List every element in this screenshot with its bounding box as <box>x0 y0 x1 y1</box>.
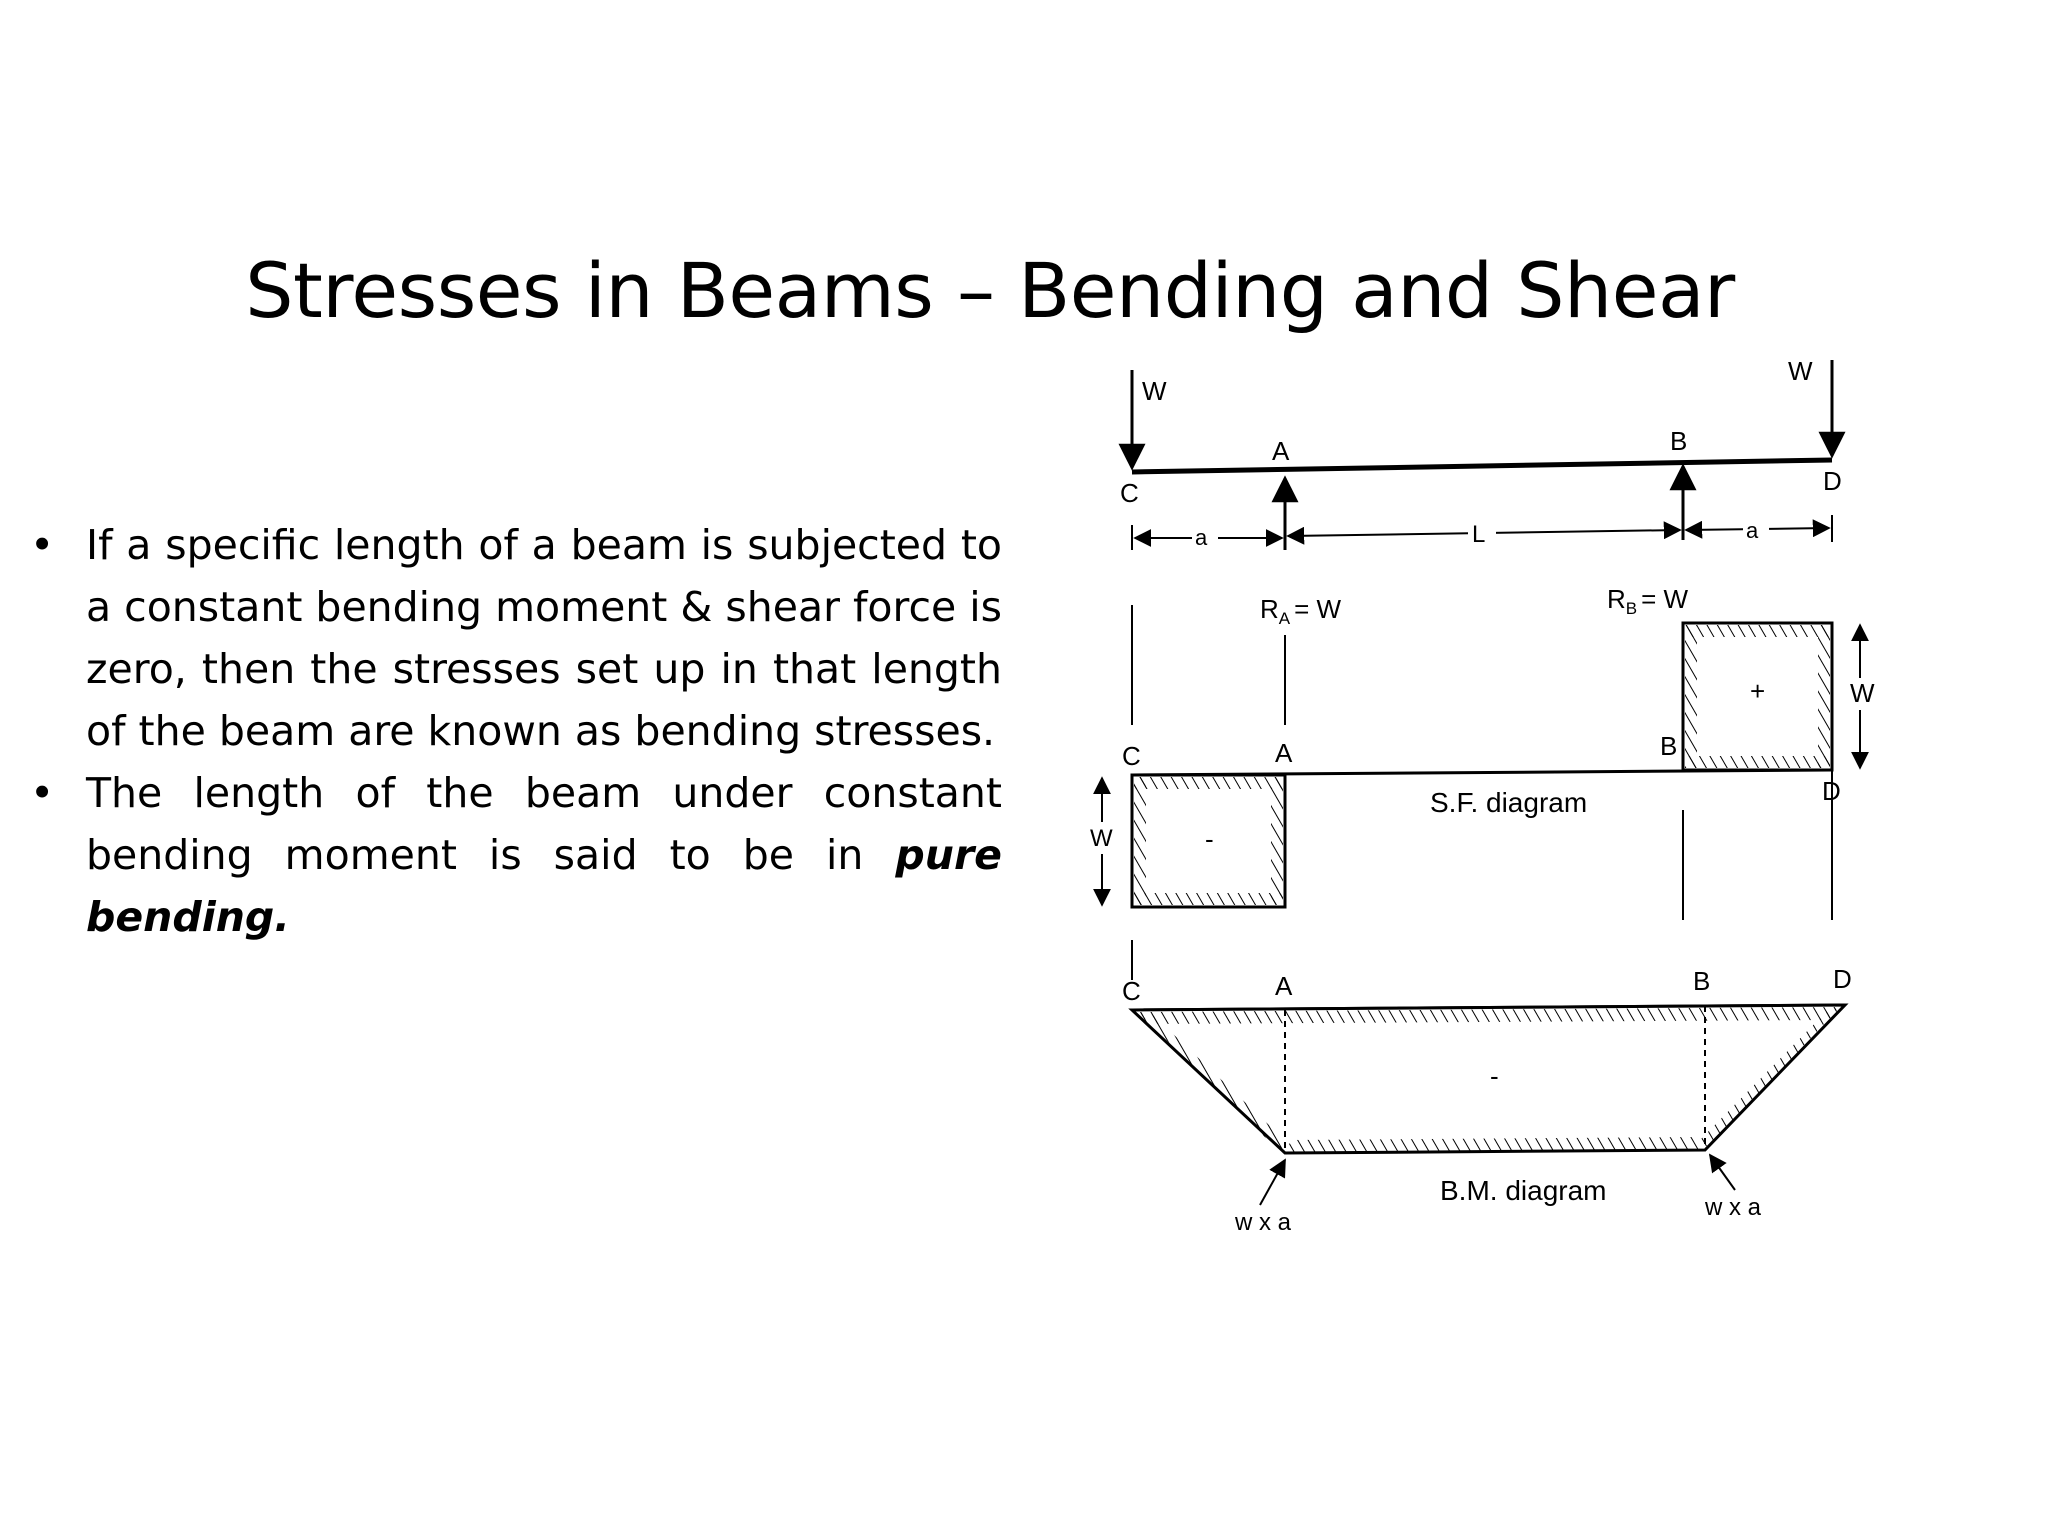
sf-w-label-left: W <box>1090 825 1113 852</box>
bm-sign: - <box>1490 1061 1499 1091</box>
bm-pointer-left <box>1260 1160 1285 1205</box>
point-label-d-sf: D <box>1822 776 1841 806</box>
bm-value-right: w x a <box>1705 1194 1762 1221</box>
sf-diagram <box>1090 605 1875 920</box>
reaction-b-equals: = W <box>1641 584 1689 614</box>
reaction-a-subscript: A <box>1278 609 1291 628</box>
point-label-b-top: B <box>1670 426 1688 456</box>
dim-label-a-left: a <box>1195 525 1208 550</box>
reaction-b-symbol: R <box>1607 584 1626 614</box>
bm-value-left: w x a <box>1235 1209 1292 1236</box>
point-label-a-top: A <box>1272 436 1290 466</box>
bullet-dot-icon: • <box>30 521 55 569</box>
sf-w-label-right: W <box>1850 678 1875 708</box>
dim-label-l: L <box>1472 521 1486 548</box>
sf-negative-sign: - <box>1205 824 1214 854</box>
bullet-dot-icon: • <box>30 769 55 817</box>
reaction-b-subscript: B <box>1625 599 1638 618</box>
point-label-d-bm: D <box>1833 964 1852 994</box>
dim-label-a-right: a <box>1746 518 1759 543</box>
bullet-text-1: If a specific length of a beam is subjected to a constant bending moment & shear force is zero, then the stresses set up in that length of the beam are known as bending stresses. <box>86 521 1003 755</box>
pure-bending-emphasis: pure bending. <box>86 831 1002 941</box>
bullet-item-2 <box>20 762 1002 948</box>
sf-diagram-caption: S.F. diagram <box>1430 787 1588 818</box>
beam-line <box>1132 460 1832 472</box>
bm-trapezoid <box>1132 1005 1845 1153</box>
point-label-a-sf: A <box>1275 738 1293 768</box>
bullet-item-1 <box>20 514 1002 762</box>
bm-diagram-caption: B.M. diagram <box>1440 1175 1607 1206</box>
point-label-c-sf: C <box>1122 741 1141 771</box>
bm-pointer-right <box>1710 1155 1735 1190</box>
reaction-a-equals: = W <box>1294 594 1342 624</box>
point-label-a-bm: A <box>1275 971 1293 1001</box>
sf-positive-sign: + <box>1750 676 1766 706</box>
load-label-right: W <box>1788 356 1813 386</box>
bullet-list <box>20 514 1002 948</box>
point-label-b-bm: B <box>1693 966 1711 996</box>
point-label-d-top: D <box>1823 466 1842 496</box>
load-label-left: W <box>1142 376 1167 406</box>
point-label-c-top: C <box>1120 478 1139 508</box>
reaction-label-b <box>1607 584 1689 618</box>
reaction-a-symbol: R <box>1260 594 1279 624</box>
bullet-text-2: The length of the beam under constant bending moment is said to be in <box>86 769 1002 879</box>
dimension-lines <box>1132 515 1832 628</box>
slide-title: Stresses in Beams – Bending and Shear <box>245 246 1735 335</box>
beam-diagram <box>1080 350 1880 1250</box>
reaction-label-a <box>1260 594 1342 628</box>
point-label-b-sf: B <box>1660 731 1678 761</box>
point-label-c-bm: C <box>1122 976 1141 1006</box>
bm-diagram <box>1122 940 1852 1236</box>
